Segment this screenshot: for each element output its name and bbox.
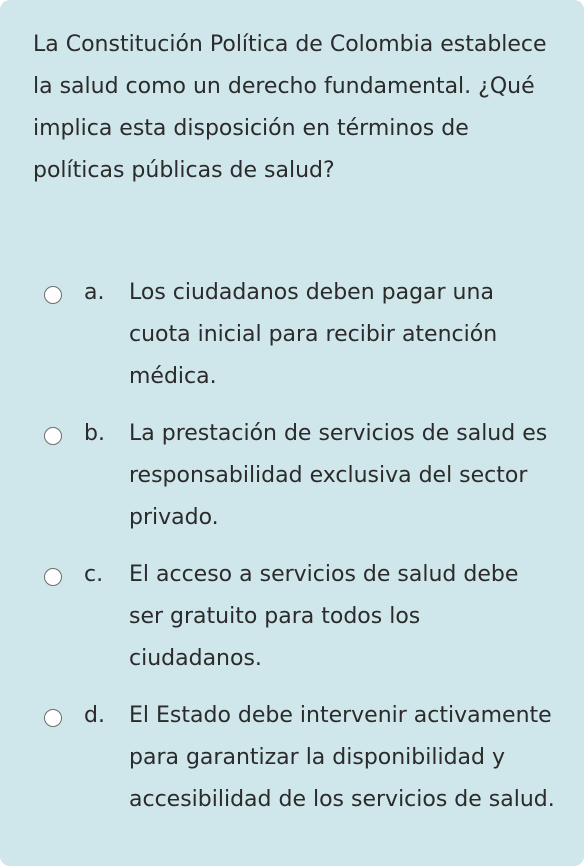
- option-text-c: El acceso a servicios de salud debe ser gratuito para todos los ciudadanos.: [129, 562, 519, 671]
- option-letter-c: c.: [84, 562, 104, 587]
- option-text-a: Los ciudadanos deben pagar una cuota inicial para recibir atención médica.: [129, 280, 498, 389]
- radio-button-a[interactable]: [44, 286, 62, 304]
- option-c[interactable]: [0, 554, 584, 695]
- option-d[interactable]: [0, 695, 584, 855]
- answer-options: [0, 272, 584, 855]
- option-letter-d: d.: [84, 703, 105, 728]
- option-text-b: La prestación de servicios de salud es responsabilidad exclusiva del sector privado.: [129, 421, 548, 530]
- option-letter-a: a.: [84, 280, 105, 305]
- radio-button-c[interactable]: [44, 568, 62, 586]
- option-b[interactable]: [0, 413, 584, 554]
- option-a[interactable]: [0, 272, 584, 413]
- question-text: La Constitución Política de Colombia establece la salud como un derecho fundamental. ¿Qué implica esta disposición en términos de políticas públicas de salud?: [33, 32, 547, 183]
- radio-button-b[interactable]: [44, 427, 62, 445]
- radio-button-d[interactable]: [44, 709, 62, 727]
- option-text-d: El Estado debe intervenir activamente para garantizar la disponibilidad y accesibilidad de los servicios de salud.: [129, 703, 555, 812]
- option-letter-b: b.: [84, 421, 105, 446]
